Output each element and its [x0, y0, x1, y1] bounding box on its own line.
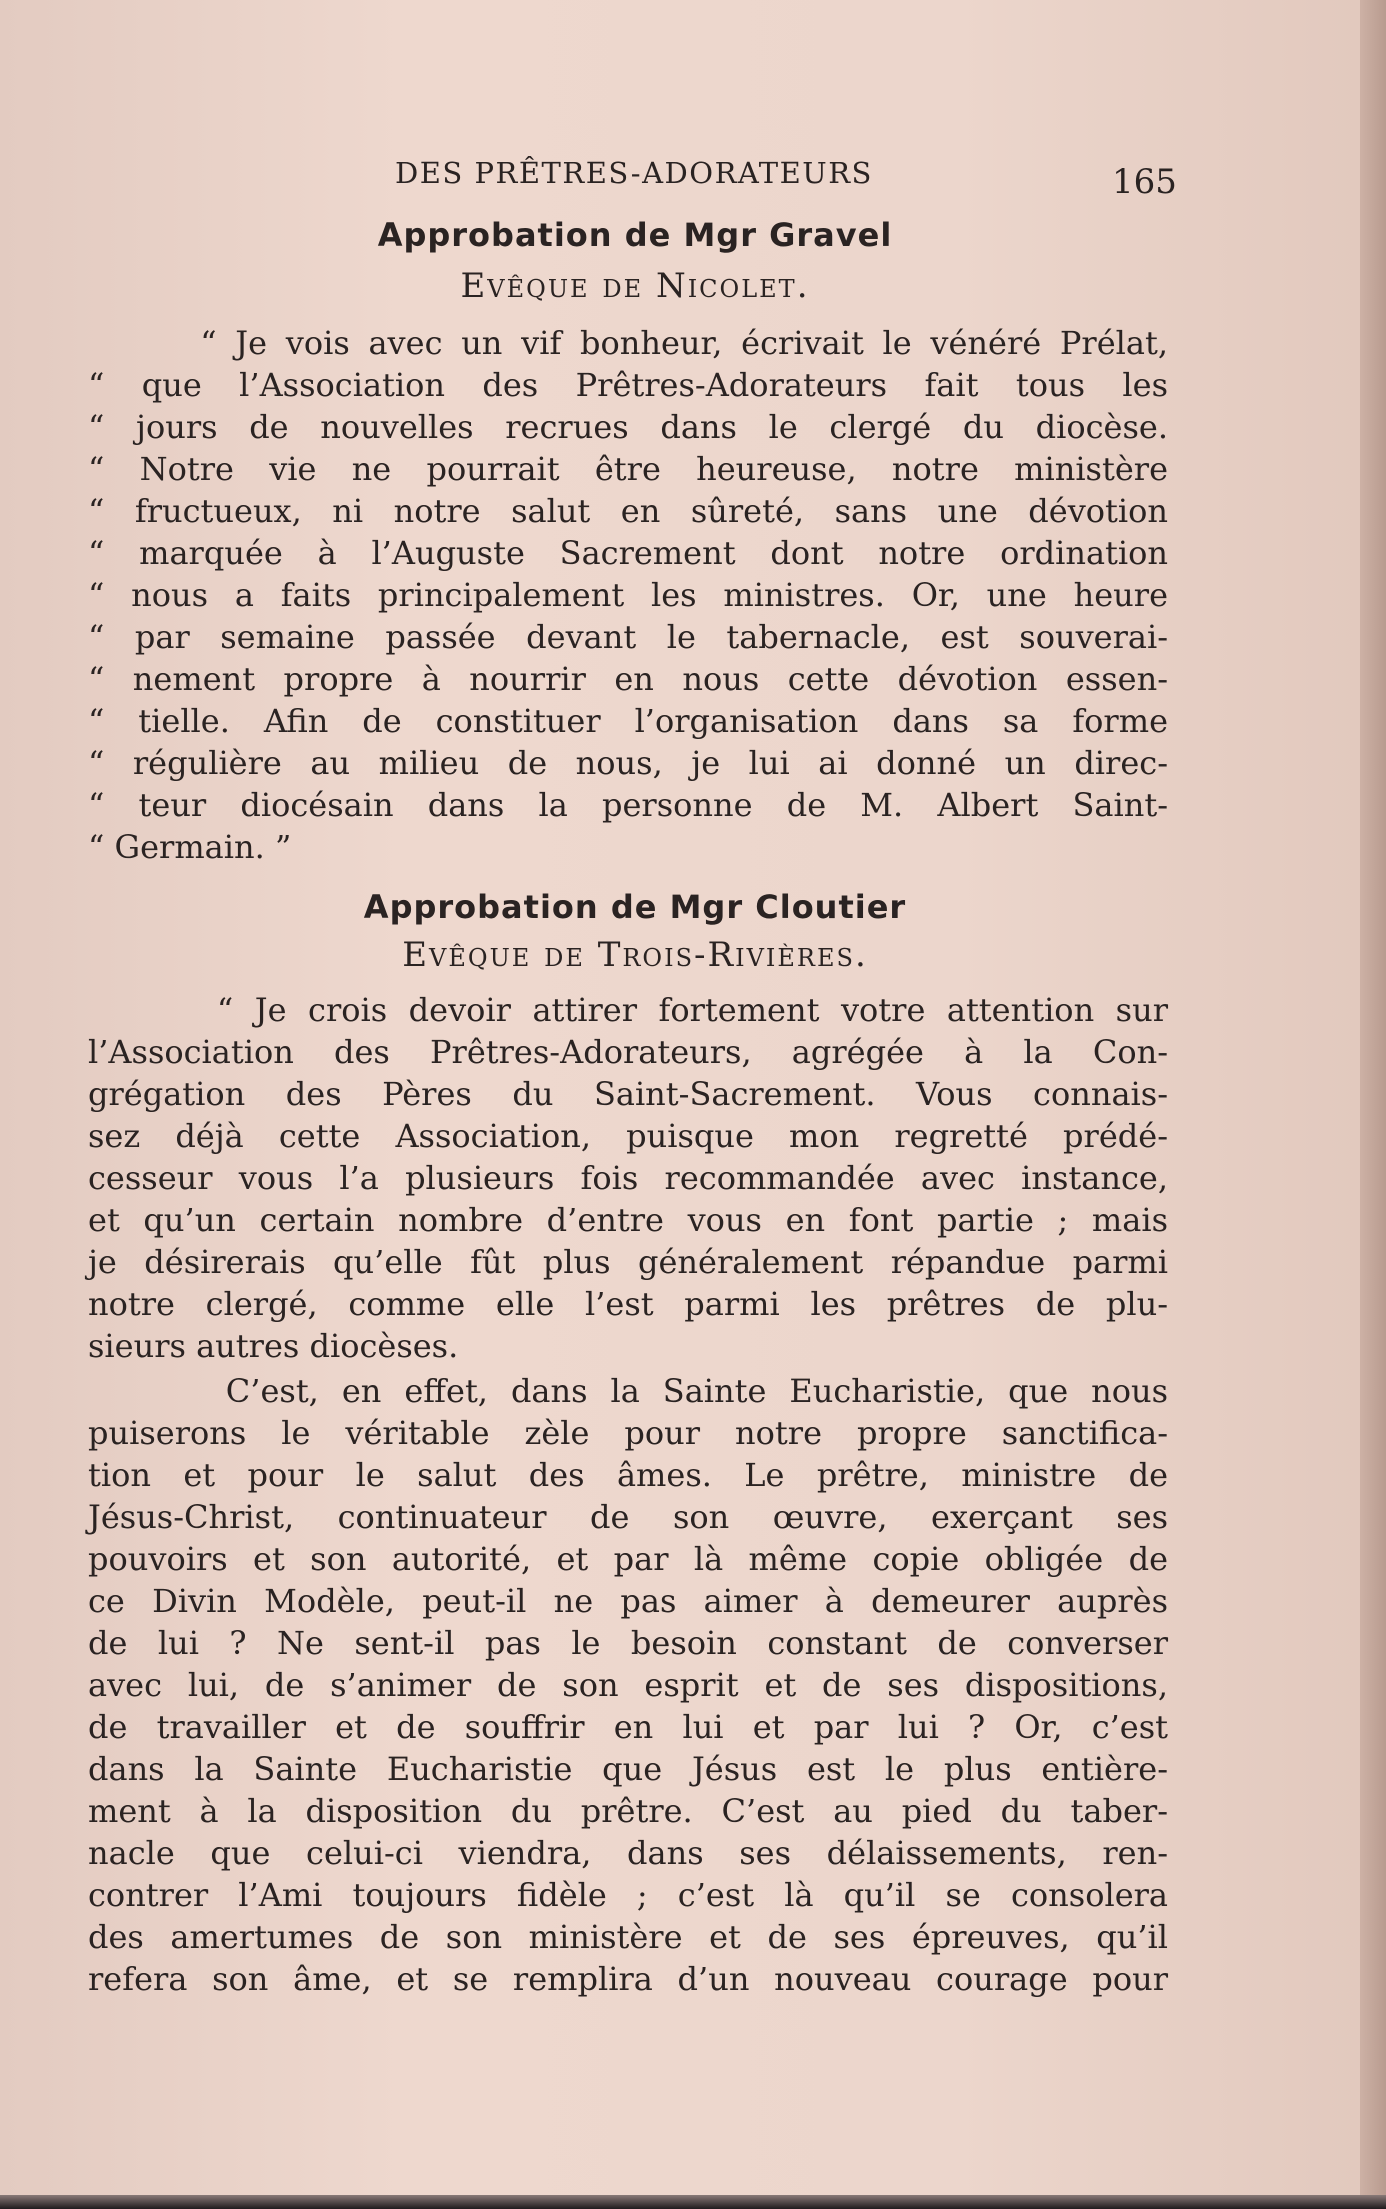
text-line: ment à la disposition du prêtre. C’est au pied du taber-: [88, 1792, 1168, 1830]
text-line: puiserons le véritable zèle pour notre propre sanctifica-: [88, 1414, 1168, 1452]
text-line: tion et pour le salut des âmes. Le prêtre, ministre de: [88, 1456, 1168, 1494]
text-line: “ fructueux, ni notre salut en sûreté, sans une dévotion: [88, 492, 1168, 530]
text-line: de lui ? Ne sent-il pas le besoin constant de converser: [88, 1624, 1168, 1662]
text-line: ce Divin Modèle, peut-il ne pas aimer à demeurer auprès: [88, 1582, 1168, 1620]
text-line: avec lui, de s’animer de son esprit et de ses dispositions,: [88, 1666, 1168, 1704]
text-line: et qu’un certain nombre d’entre vous en font partie ; mais: [88, 1201, 1168, 1239]
text-line: je désirerais qu’elle fût plus généralement répandue parmi: [88, 1243, 1168, 1281]
text-line: “ nement propre à nourrir en nous cette dévotion essen-: [88, 660, 1168, 698]
text-line: nacle que celui-ci viendra, dans ses délaissements, ren-: [88, 1834, 1168, 1872]
section-subtitle-cloutier: Evêque de Trois-Rivières.: [402, 935, 868, 975]
scan-bottom-edge: [0, 2195, 1386, 2209]
text-line: pouvoirs et son autorité, et par là même copie obligée de: [88, 1540, 1168, 1578]
section-title-cloutier: Approbation de Mgr Cloutier: [363, 888, 907, 926]
text-line: “ teur diocésain dans la personne de M. Albert Saint-: [88, 786, 1168, 824]
text-line: contrer l’Ami toujours fidèle ; c’est là qu’il se consolera: [88, 1876, 1168, 1914]
text-line: “ jours de nouvelles recrues dans le clergé du diocèse.: [88, 408, 1168, 446]
text-line: de travailler et de souffrir en lui et par lui ? Or, c’est: [88, 1708, 1168, 1746]
page-number: 165: [1112, 162, 1177, 202]
text-line: des amertumes de son ministère et de ses épreuves, qu’il: [88, 1918, 1168, 1956]
text-line: l’Association des Prêtres-Adorateurs, agrégée à la Con-: [88, 1033, 1168, 1071]
text-line: cesseur vous l’a plusieurs fois recommandée avec instance,: [88, 1159, 1168, 1197]
text-line: refera son âme, et se remplira d’un nouveau courage pour: [88, 1960, 1168, 1998]
text-line: sez déjà cette Association, puisque mon regretté prédé-: [88, 1117, 1168, 1155]
text-line: “ Je vois avec un vif bonheur, écrivait le vénéré Prélat,: [88, 324, 1168, 362]
text-line: “ marquée à l’Auguste Sacrement dont notre ordination: [88, 534, 1168, 572]
section-title-gravel: Approbation de Mgr Gravel: [377, 216, 893, 254]
running-head: DES PRÊTRES-ADORATEURS: [395, 156, 873, 190]
text-line: “ par semaine passée devant le tabernacle, est souverai-: [88, 618, 1168, 656]
text-line: “ Je crois devoir attirer fortement votre attention sur: [88, 991, 1168, 1029]
section-subtitle-gravel: Evêque de Nicolet.: [460, 266, 810, 306]
page-edge: [1360, 0, 1386, 2209]
text-line: “ Notre vie ne pourrait être heureuse, notre ministère: [88, 450, 1168, 488]
text-line: “ régulière au milieu de nous, je lui ai donné un direc-: [88, 744, 1168, 782]
text-line: dans la Sainte Eucharistie que Jésus est le plus entière-: [88, 1750, 1168, 1788]
text-line: Jésus-Christ, continuateur de son œuvre, exerçant ses: [88, 1498, 1168, 1536]
text-line: “ nous a faits principalement les ministres. Or, une heure: [88, 576, 1168, 614]
text-line: grégation des Pères du Saint-Sacrement. Vous connais-: [88, 1075, 1168, 1113]
text-line: “ tielle. Afin de constituer l’organisation dans sa forme: [88, 702, 1168, 740]
text-line: “ que l’Association des Prêtres-Adorateurs fait tous les: [88, 366, 1168, 404]
text-line: notre clergé, comme elle l’est parmi les prêtres de plu-: [88, 1285, 1168, 1323]
text-line: sieurs autres diocèses.: [88, 1327, 459, 1365]
text-line: “ Germain. ”: [88, 828, 292, 866]
text-line: C’est, en effet, dans la Sainte Eucharistie, que nous: [88, 1372, 1168, 1410]
